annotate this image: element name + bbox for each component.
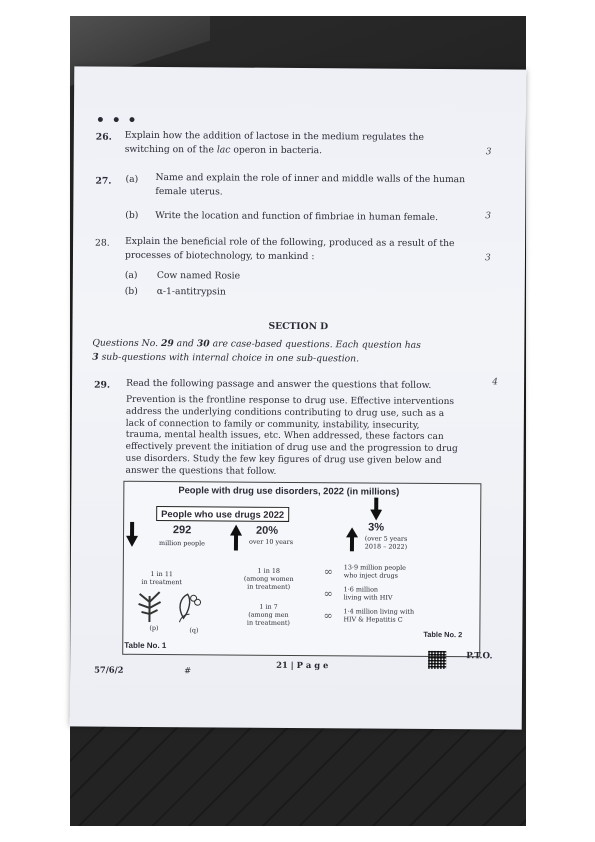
page-number: 21 | P a g e — [276, 659, 329, 671]
instr-2b: sub-questions with internal choice in one sub-question. — [98, 351, 360, 364]
right-3-line-1: 1·4 million living with — [343, 607, 415, 616]
stat3-label-2: 2018 – 2022) — [364, 542, 408, 551]
q26-lac: lac — [216, 143, 231, 156]
q26-number: 26. — [95, 131, 112, 143]
q27b-label: (b) — [125, 209, 139, 221]
q26-text — [125, 129, 475, 158]
instr-1b: 29 — [160, 338, 174, 350]
qr-code-icon — [428, 651, 446, 669]
right-2-line-2: living with HIV — [343, 593, 393, 602]
q28a-label: (a) — [124, 269, 138, 281]
figure-subtitle: People who use drugs 2022 — [156, 506, 289, 522]
section-title: SECTION D — [268, 320, 329, 333]
passage-line-2: address the underlying conditions contributing to drug use, such as a — [125, 406, 445, 419]
table-2-label: Table No. 2 — [423, 629, 463, 640]
q29-intro: Read the following passage and answer the questions that follow. — [126, 377, 432, 391]
passage-line-4: trauma, mental health issues, etc. When addressed, these factors can — [125, 430, 444, 443]
q27a-label: (a) — [125, 173, 139, 185]
stat2-label: over 10 years — [248, 537, 294, 546]
passage-line-5: effectively prevent the initiation of drug use and the progression to drug — [125, 441, 458, 455]
stat3-value: 3% — [368, 521, 385, 534]
left-line-1: 1 in 11 — [150, 569, 173, 579]
men-line-2: (among men — [248, 610, 289, 619]
ribbon-icon: ∞ — [323, 565, 334, 579]
continuation-dots: • • • — [95, 112, 138, 129]
stat2-value: 20% — [256, 524, 279, 537]
left-line-2: in treatment — [141, 577, 182, 587]
q27-marks: 3 — [485, 211, 492, 222]
q27-number: 27. — [95, 175, 112, 187]
q28-marks: 3 — [484, 253, 491, 264]
q26-line-2a: switching on of the — [124, 143, 217, 155]
right-3-line-2: HIV & Hepatitis C — [343, 615, 403, 624]
right-1-line-2: who inject drugs — [343, 571, 398, 580]
passage-line-7: answer the questions that follow. — [125, 465, 277, 477]
arrow-down-icon — [370, 498, 382, 522]
q26-line-2 — [125, 142, 475, 158]
table-1-label: Table No. 1 — [124, 640, 167, 651]
exam-page — [70, 66, 527, 729]
q28-line-2: processes of biotechnology, to mankind : — [124, 249, 315, 262]
hash-mark: # — [184, 665, 192, 676]
q26-line-2c: operon in bacteria. — [230, 144, 323, 156]
section-instr-line-2 — [92, 350, 484, 366]
q29-marks: 4 — [492, 377, 498, 388]
q29-passage — [125, 395, 476, 480]
q29-number: 29. — [94, 379, 111, 391]
drug-use-figure — [122, 481, 481, 657]
ribbon-icon: ∞ — [323, 587, 333, 601]
passage-line-6: use disorders. Study the few key figures of drug use given below and — [125, 453, 442, 466]
passage-line-1: Prevention is the frontline response to drug use. Effective interventions — [125, 394, 455, 408]
passage-line-3: lack of connection to family or community, instability, insecurity, — [125, 418, 420, 431]
stat1-value: 292 — [172, 524, 192, 537]
figure-title: People with drug use disorders, 2022 (in millions) — [178, 484, 400, 497]
q28-text — [125, 235, 475, 264]
q26-line-1: Explain how the addition of lactose in the medium regulates the — [124, 129, 425, 143]
q27b-text: Write the location and function of fimbriae in human female. — [155, 209, 439, 223]
floor-pattern — [70, 726, 526, 826]
plant-illustration-icon — [135, 588, 215, 625]
q28b-label: (b) — [124, 285, 138, 297]
q27a-text — [155, 171, 475, 200]
q27a-line-1: Name and explain the role of inner and middle walls of the human — [155, 172, 466, 186]
arrow-down-icon — [126, 522, 138, 548]
label-q: (q) — [189, 626, 199, 635]
instr-1c: and — [173, 338, 197, 350]
instr-1d: 30 — [196, 338, 210, 350]
q27a-line-2: female uterus. — [155, 185, 223, 197]
q26-marks: 3 — [485, 147, 492, 158]
right-2-line-1: 1·6 million — [343, 585, 379, 594]
q28b-text: α-1-antitrypsin — [156, 286, 226, 298]
q28-line-1: Explain the beneficial role of the following, produced as a result of the — [125, 235, 455, 250]
right-1-line-1: 13·9 million people — [343, 563, 406, 572]
instr-2a: 3 — [92, 351, 99, 363]
label-p: (p) — [149, 623, 159, 633]
women-line-1: 1 in 18 — [257, 566, 281, 575]
pto-label: P.T.O. — [466, 651, 493, 662]
q28a-text: Cow named Rosie — [156, 270, 241, 282]
stat1-label: million people — [159, 539, 205, 548]
section-instructions — [92, 337, 484, 367]
instr-1e: are case-based questions. Each question has — [209, 338, 421, 351]
men-line-1: 1 in 7 — [259, 602, 278, 611]
stat3-label-1: (over 5 years — [364, 534, 408, 543]
women-line-3: in treatment) — [247, 582, 291, 591]
instr-1a: Questions No. — [92, 337, 161, 350]
men-line-3: in treatment) — [246, 618, 290, 627]
women-line-2: (among women — [243, 574, 294, 583]
paper-code: 57/6/2 — [94, 664, 124, 675]
ribbon-icon: ∞ — [323, 609, 333, 623]
q28-number: 28. — [95, 237, 110, 249]
